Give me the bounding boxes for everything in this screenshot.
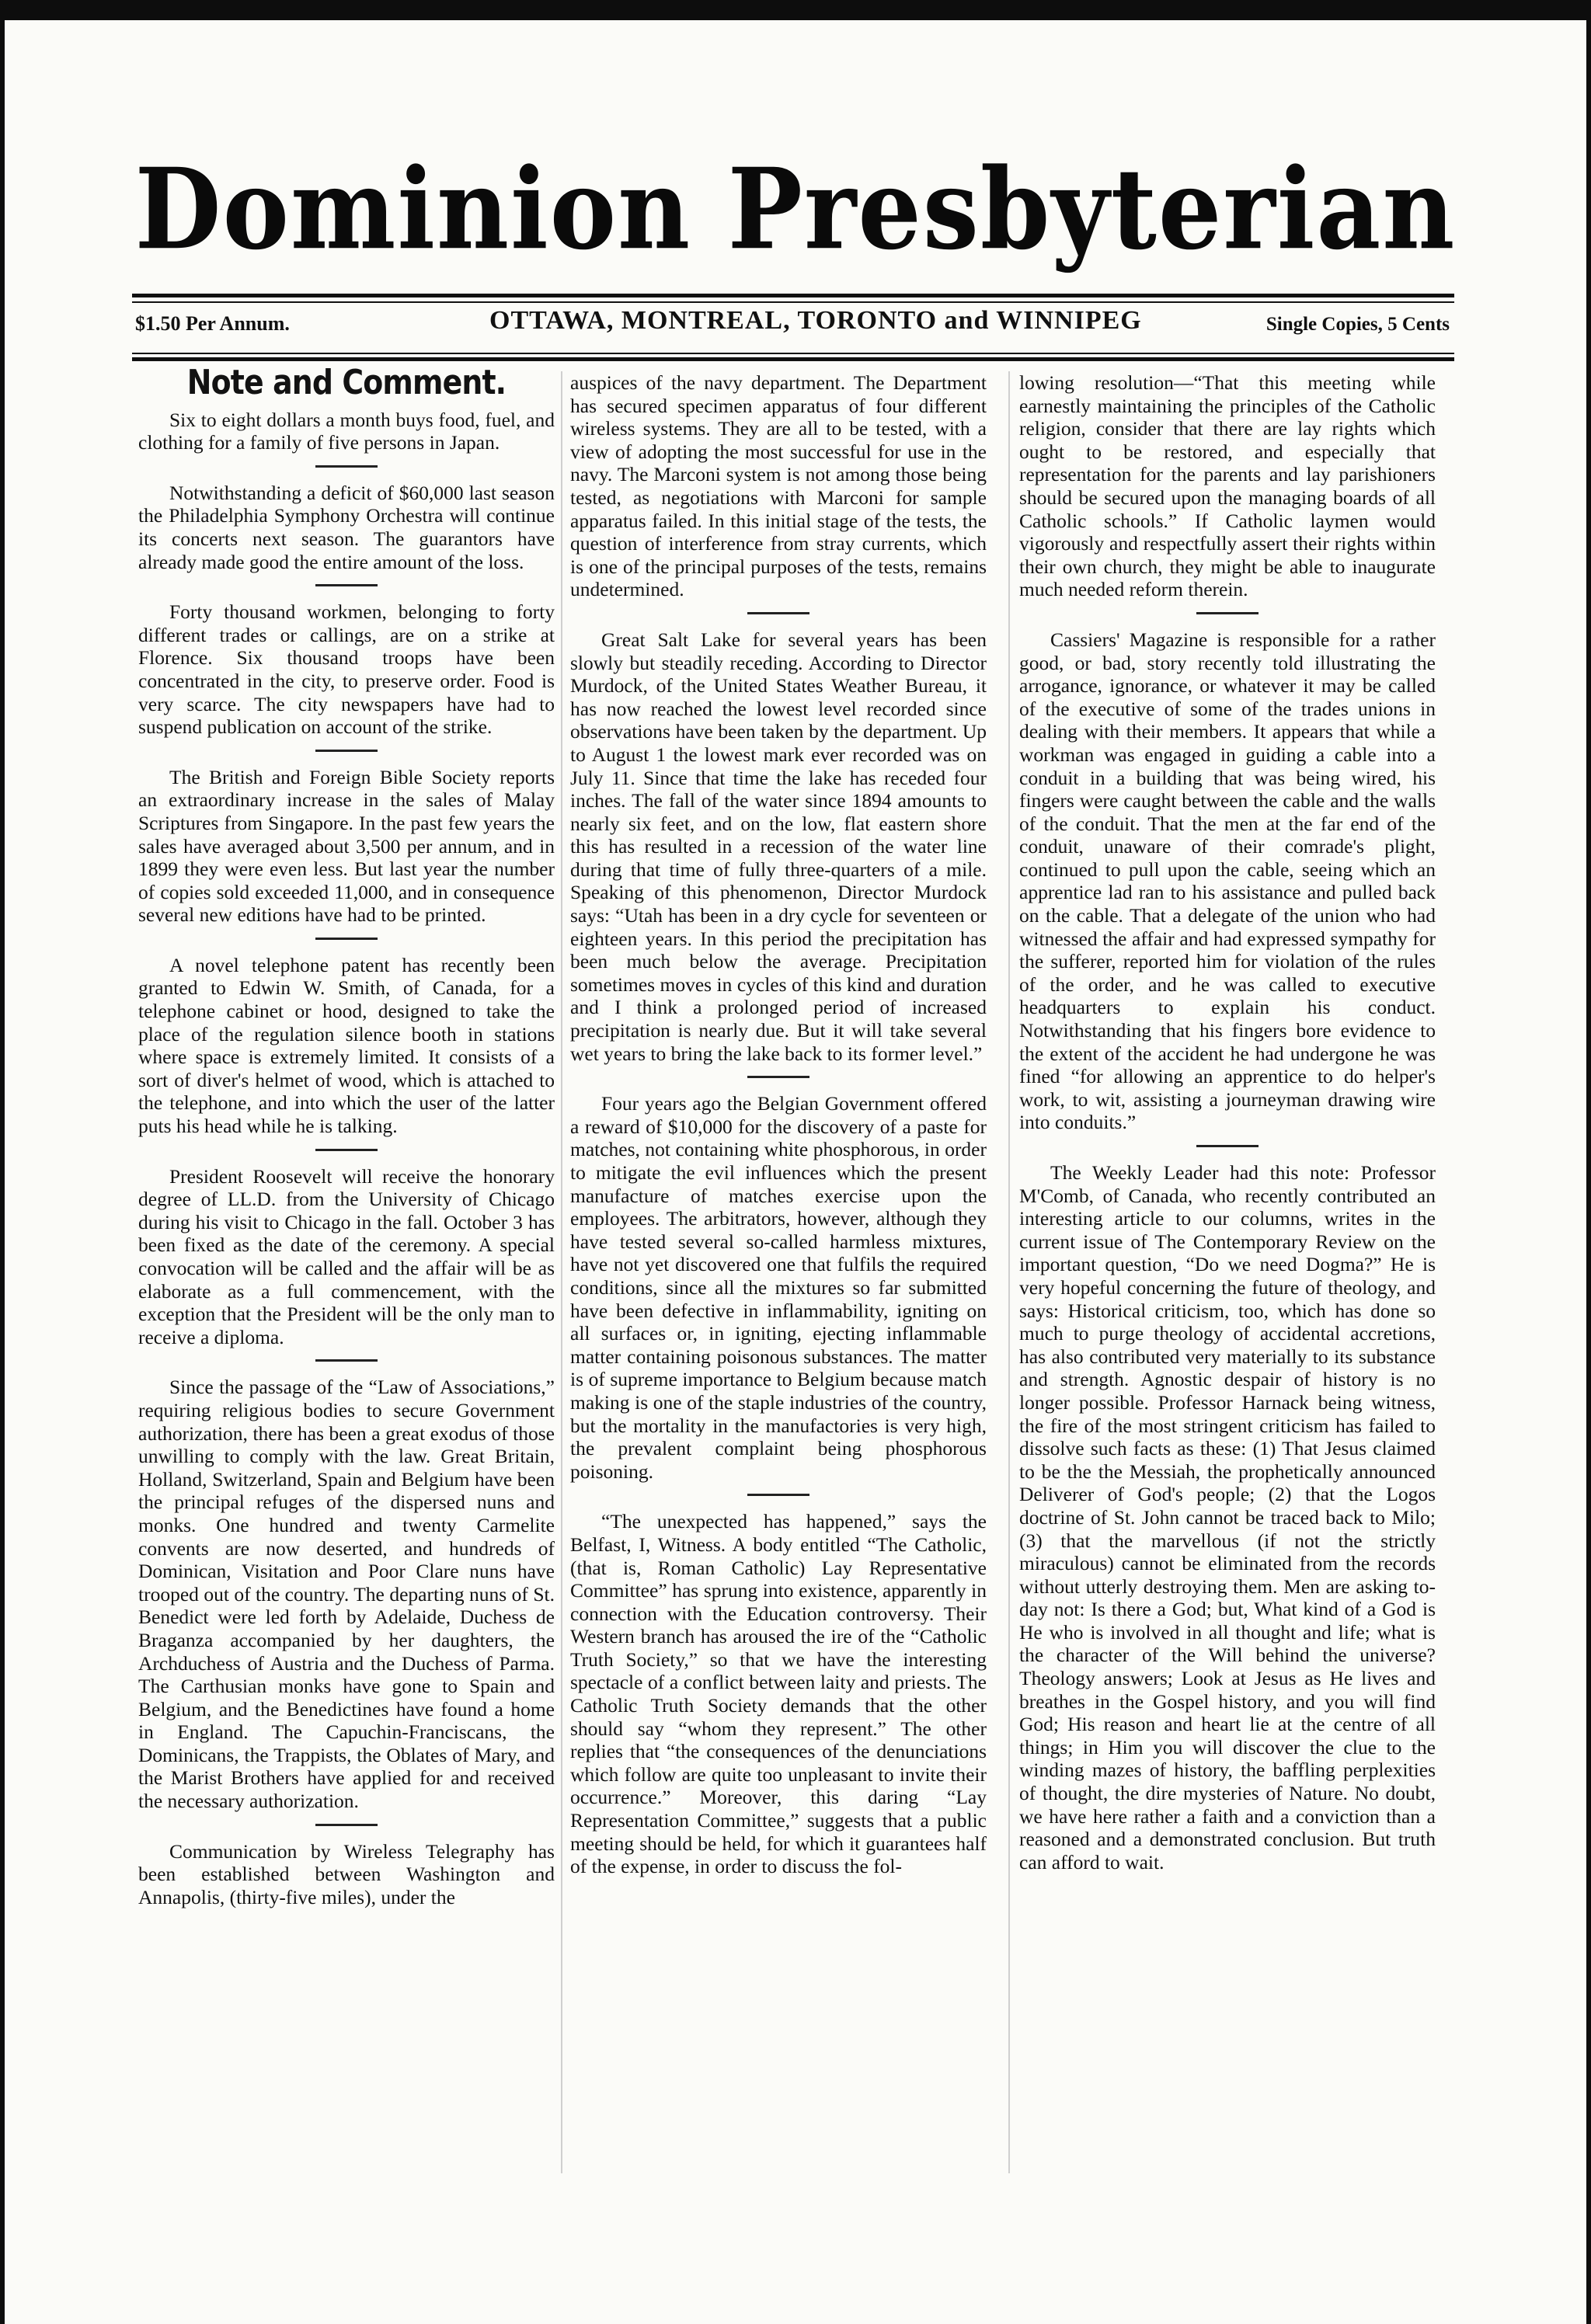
article-paragraph: Notwithstanding a deficit of $60,000 last season the Philadelphia Symphony Orchestra will continue its concerts next season. The guarantors have already made good the entire amount of the loss. [138,481,555,573]
article-paragraph: Forty thousand workmen, belonging to forty different trades or callings, are on a strike at Florence. Six thousand troops have been concentrated in the city, to preserve order. Food is very scarce. The city newspapers have had to suspend publication on account of the strike. [138,600,555,739]
article-column-2 [570,371,987,1889]
article-separator [1196,1145,1259,1147]
article-paragraph: Communication by Wireless Telegraphy has been established between Washington and Annapolis, (thirty-five miles), under the [138,1839,555,1908]
column-divider [561,371,562,2173]
masthead-title: Dominion Presbyterian [134,144,1457,275]
article-paragraph: Four years ago the Belgian Government offered a reward of $10,000 for the discovery of a paste for matches, not containing white phosphorous, in order to mitigate the evil influences which the present manufacture of matches exercise upon the employees. The arbitrators, however, although they have tested several so-called harmless mixtures, have not yet discovered one that fulfils the required conditions, since all the mixtures so far submitted have been defective in inflammability, igniting on all surfaces or, in igniting, ejecting inflammable matter containing poisonous substances. The matter is of supreme importance to Belgium because match making is one of the staple industries of the country, but the mortality in the manufactories is very high, the prevalent complaint being phosphorous poisoning. [570,1092,987,1483]
article-paragraph: Six to eight dollars a month buys food, fuel, and clothing for a family of five persons in Japan. [138,408,555,454]
article-paragraph: Great Salt Lake for several years has been slowly but steadily receding. According to Director Murdock, of the United States Weather Bureau, it has now reached the lowest level recorded since observations have been taken by the department. Up to August 1 the lowest mark ever recorded was on July 11. Since that time the lake has receded four inches. The fall of the water since 1894 amounts to nearly six feet, and on the low, flat eastern shore this has resulted in a recession of the water line during that time of fully three-quarters of a mile. Speaking of this phenomenon, Director Murdock says: “Utah has been in a dry cycle for seventeen or eighteen years. In this period the precipitation has been much below the average. Precipitation sometimes moves in cycles of this kind and duration and I think a prolonged period of increased precipitation is nearly due. But it will take several wet years to bring the lake back to its former level.” [570,628,987,1065]
section-heading: Note and Comment. [186,363,507,402]
article-column-1 [138,363,555,1919]
article-paragraph: Cassiers' Magazine is responsible for a rather good, or bad, story recently told illustrating the arrogance, ignorance, or whatever it may be called of the executive of some of the trades unions in dealing with their members. It appears that while a workman was engaged in guiding a cable into a conduit in a building that was being wired, his fingers were caught between the cable and the walls of the conduit. That the men at the far end of the conduit, unaware of their comrade's plight, continued to pull upon the cable, seeing which an apprentice lad ran to his assistance and pulled back on the cable. That a delegate of the union who had witnessed the affair and had expressed sympathy for the sufferer, reported him for violation of the rules of the order, and he was called to executive headquarters to explain his conduct. Notwithstanding that his fingers bore evidence to the extent of the accident he had undergone he was fined “for allowing an apprentice to do helper's work, to wit, assisting a journeyman drawing wire into conduits.” [1019,628,1436,1134]
subscription-price: $1.50 Per Annum. [135,312,290,335]
article-separator [315,938,378,940]
info-rule-bottom [132,357,1454,361]
article-column-3 [1019,371,1436,1884]
column-divider [1008,371,1010,2173]
single-copy-price: Single Copies, 5 Cents [1265,314,1450,335]
article-separator [315,1359,378,1362]
article-paragraph: lowing resolution—“That this meeting while earnestly maintaining the principles of the Catholic religion, consider that there are lay rights which ought to be restored, and especially that representation for the parents and lay parishioners should be secured upon the managing boards of all Catholic schools.” If Catholic laymen would vigorously and respectfully assert their rights within their own church, they might be able to inaugurate much needed reform therein. [1019,371,1436,601]
article-separator [315,750,378,752]
masthead-rule-top [132,294,1454,297]
article-paragraph: President Roosevelt will receive the honorary degree of LL.D. from the University of Chicago during his visit to Chicago in the fall. October 3 has been fixed as the date of the ceremony. A special convocation will be called and the affair will be as elaborate as a full commencement, with the exception that the President will be the only man to receive a diploma. [138,1164,555,1348]
article-paragraph: A novel telephone patent has recently been granted to Edwin W. Smith, of Canada, for a telephone cabinet or hood, designed to take the place of the regulation silence booth in stations where space is extremely limited. It consists of a sort of diver's helmet of wood, which is attached to the telephone, and into which the user of the latter puts his head while he is talking. [138,953,555,1138]
article-separator [315,465,378,468]
article-separator [747,1076,809,1078]
masthead-rule-top-thin [132,301,1454,303]
article-separator [315,584,378,586]
info-bar [135,306,1450,345]
article-separator [315,1149,378,1151]
article-separator [747,1494,809,1496]
article-paragraph: The Weekly Leader had this note: Professor M'Comb, of Canada, who recently contributed an interesting article to our columns, writes in the current issue of The Contemporary Review on the important question, “Do we need Dogma?” He is very hopeful concerning the future of theology, and says: Historical criticism, too, which has done so much to purge theology of accidental accretions, has also contributed very materially to its substance and strength. Agnostic despair of history is no longer possible. Professor Harnack being witness, the fire of the most stringent criticism has failed to dissolve such facts as these: (1) That Jesus claimed to be the the Messiah, the prophetically announced Deliverer of God's people; (2) that the Logos doctrine of St. John cannot be traced back to Milo; (3) that the marvellous (if not the strictly miraculous) cannot be eliminated from the records without utterly destroying them. Men are asking to-day not: Is there a God; but, What kind of a God is He who is involved in all thought and life; what is the character of the Will behind the universe? Theology answers; Look at Jesus as He lives and breathes in the Gospel history, and you will find God; His reason and heart lie at the centre of all things; in Him you will discover the clue to the winding mazes of history, the baffling perplexities of thought, the dire mysteries of Nature. No doubt, we have here rather a faith and a conviction than a reasoned and a demonstrated conclusion. But truth can afford to wait. [1019,1161,1436,1873]
info-rule-thin [132,353,1454,354]
publication-cities: OTTAWA, MONTREAL, TORONTO and WINNIPEG [489,306,1142,335]
article-separator [747,612,809,614]
article-separator [315,1824,378,1826]
article-paragraph: “The unexpected has happened,” says the Belfast, I, Witness. A body entitled “The Catholic, (that is, Roman Catholic) Lay Representative Committee” has sprung into existence, apparently in connection with the Education controversy. Their Western branch has aroused the ire of the “Catholic Truth Society,” so that we have the interesting spectacle of a conflict between laity and priests. The Catholic Truth Society demands that the other should say “whom they represent.” The other replies that “the consequences of the denunciations which follow are quite too unpleasant to invite their occurrence.” Moreover, this daring “Lay Representation Committee,” suggests that a public meeting should be held, for which it guarantees half of the expense, in order to discuss the fol- [570,1510,987,1878]
article-paragraph: auspices of the navy department. The Department has secured specimen apparatus of four different wireless systems. They are all to be tested, with a view of adopting the most successful for use in the navy. The Marconi system is not among those being tested, as negotiations with Marconi for sample apparatus failed. In this initial stage of the tests, the question of interference from stray currents, which is one of the principal purposes of the tests, remains undetermined. [570,371,987,601]
article-paragraph: Since the passage of the “Law of Associations,” requiring religious bodies to secure Government authorization, there has been a great exodus of those unwilling to comply with the law. Great Britain, Holland, Switzerland, Spain and Belgium have been the principal refuges of the dispersed nuns and monks. One hundred and twenty Carmelite convents are now deserted, and hundreds of Dominican, Visitation and Poor Clare nuns have trooped out of the country. The departing nuns of St. Benedict were led forth by Adelaide, Duchess de Braganza accompanied by her daughters, the Archduchess of Austria and the Duchess of Parma. The Carthusian monks have gone to Spain and Belgium, and the Benedictines have found a home in England. The Capuchin-Franciscans, the Dominicans, the Trappists, the Oblates of Mary, and the Marist Brothers have applied for and received the necessary authorization. [138,1376,555,1813]
article-paragraph: The British and Foreign Bible Society reports an extraordinary increase in the sales of Malay Scriptures from Singapore. In the past few years the sales have averaged about 3,500 per annum, and in 1899 they were even less. But last year the number of copies sold exceeded 11,000, and in consequence several new editions have had to be printed. [138,765,555,927]
article-separator [1196,612,1259,614]
